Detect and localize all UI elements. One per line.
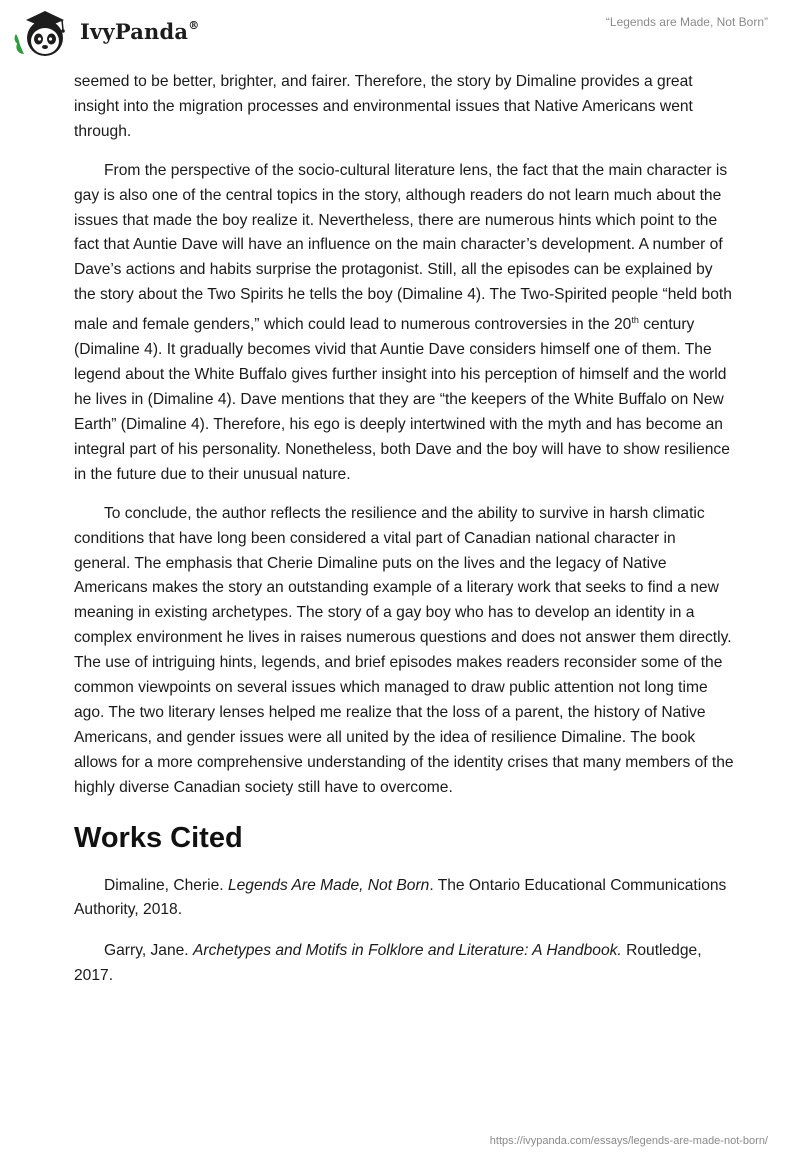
footer-url-link[interactable]: https://ivypanda.com/essays/legends-are-made-not-born/ (489, 1135, 768, 1147)
ordinal-suffix: th (631, 315, 639, 326)
paragraph-2 (74, 159, 734, 488)
citation-author: Garry, Jane. (104, 942, 193, 960)
panda-logo-icon[interactable] (14, 8, 76, 60)
citation-author: Dimaline, Cherie. (104, 876, 228, 894)
citation-entry (74, 874, 734, 924)
page-header (0, 0, 800, 70)
essay-content (74, 70, 734, 1005)
citation-entry (74, 939, 734, 989)
brand-text: IvyPanda (80, 19, 189, 44)
paragraph-3: To conclude, the author reflects the resilience and the ability to survive in harsh climatic conditions that have long been considered a vital part of Canadian national character in general. The emphasis that Cherie Dimaline puts on the lives and the legacy of Native Americans makes the story an outstanding example of a literary work that seeks to find a new meaning in existing archetypes. The story of a gay boy who has to develop an identity in a complex environment he lives in raises numerous questions and does not answer them directly. The use of intriguing hints, legends, and brief episodes makes readers reconsider some of the common viewpoints on several issues which managed to draw public attention not long time ago. The two literary lenses helped me realize that the loss of a parent, the history of Native Americans, and gender issues were all united by the idea of resilience Dimaline. The book allows for a more comprehensive understanding of the identity crises that many members of the highly diverse Canadian society still have to overcome. (74, 504, 734, 796)
works-cited-heading: Works Cited (74, 821, 243, 854)
brand-name[interactable] (80, 19, 199, 44)
paragraph-1: seemed to be better, brighter, and fairer. Therefore, the story by Dimaline provides a great insight into the migration processes and environmental issues that Native Americans went through. (74, 73, 693, 140)
citation-title: Archetypes and Motifs in Folklore and Literature: A Handbook. (192, 942, 622, 960)
paragraph-2-part-a: From the perspective of the socio-cultural literature lens, the fact that the main character is gay is also one of the central topics in the story, although readers do not learn much about the issues that made the boy realize it. Nevertheless, there are numerous hints which point to the fact that Auntie Dave will have an influence on the main character’s development. A number of Dave’s actions and habits surprise the protagonist. Still, all the episodes can be explained by the story about the Two Spirits he tells the boy (Dimaline 4). The Two-Spirited people “held both male and female genders,” which could lead to numerous controversies in the 20 (74, 161, 732, 334)
citation-details: . The Ontario Educational Communications Authority, 2018. (74, 876, 727, 919)
paragraph-2-part-b: century (Dimaline 4). It gradually becomes vivid that Auntie Dave considers himself one of them. The legend about the White Buffalo gives further insight into his perception of himself and the world he lives in (Dimaline 4). Dave mentions that they are “the keepers of the White Buffalo on New Earth” (Dimaline 4). Therefore, his ego is deeply intertwined with the myth and has become an integral part of his personality. Nonetheless, both Dave and the boy will have to show resilience in the future due to their unusual nature. (74, 316, 730, 483)
citation-title: Legends Are Made, Not Born (227, 876, 430, 894)
registered-mark: ® (188, 19, 200, 32)
citation-details: Routledge, 2017. (74, 942, 702, 985)
document-title: “Legends are Made, Not Born” (605, 15, 768, 29)
